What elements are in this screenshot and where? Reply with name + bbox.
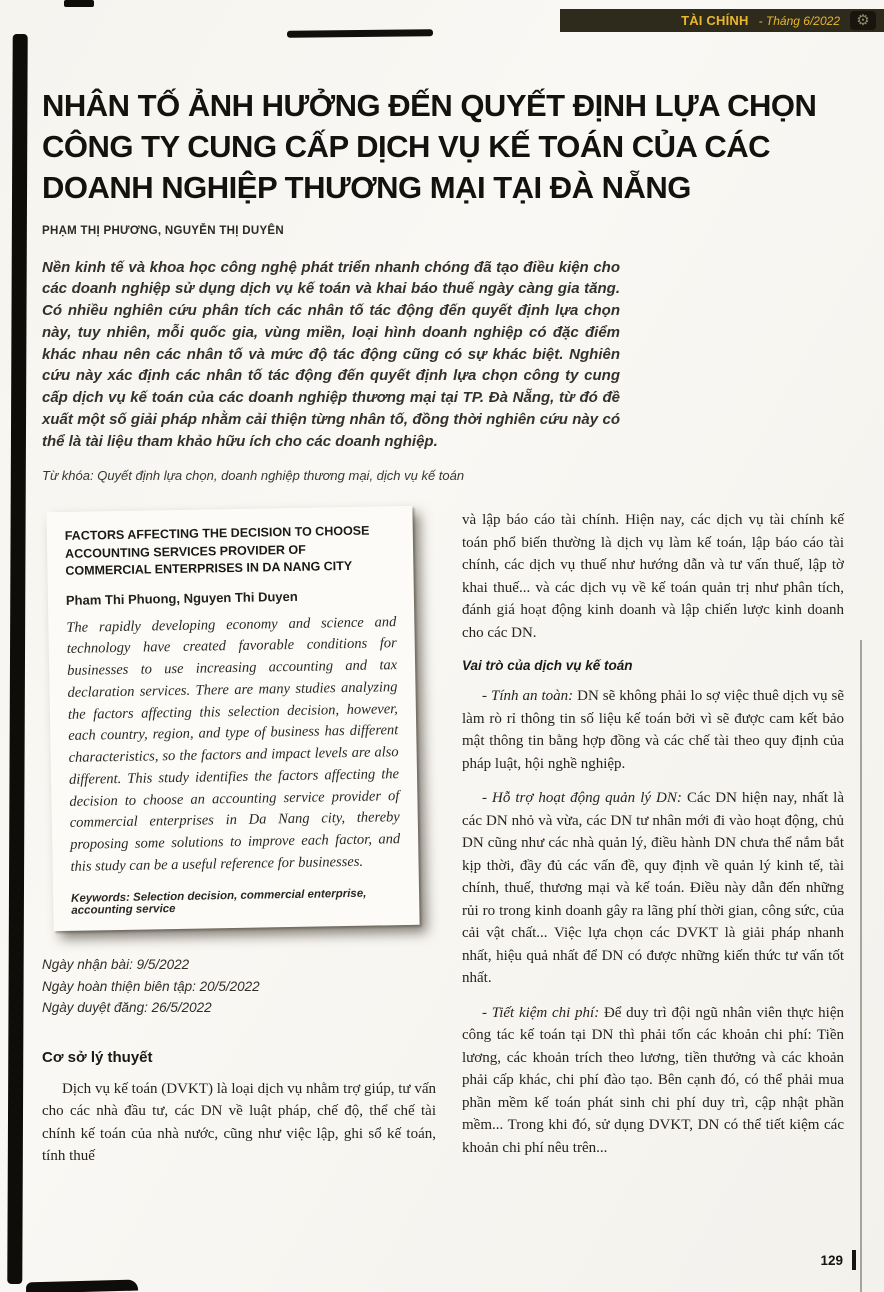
journal-issue: - Tháng 6/2022 [758, 13, 840, 28]
date-revised: Ngày hoàn thiện biên tập: 20/5/2022 [42, 978, 260, 994]
bullet-text: Các DN hiện nay, nhất là các DN nhỏ và vừa, các DN tư nhân mới đi vào hoạt động, chủ DN cũng như các nhà quản lý, điều hành DN chưa thể nắm bắt kịp thời, đầy đủ các vấn đề, quy định về quản lý kinh tế, tài chính, thuế, thương mại và kế toán. Điều này dẫn đến những rủi ro trong kinh doanh gây ra lãng phí thời gian, công sức, của cải vật chất... Việc lựa chọn các DVKT là giải pháp nhanh nhất, hiệu quả nhất để DN có được những kiến thức tư vấn tốt nhất. [462, 790, 844, 987]
right-column [462, 509, 844, 1167]
bullet-text: Để duy trì đội ngũ nhân viên thực hiện công tác kế toán tại DN thì phải tốn các khoản chi phí: Tiền lương, các khoản trích theo lương, tiền thưởng và các khoản phải cấp khác, chi phí đào tạo. Bên cạnh đó, có thể phải mua phần mềm kế toán phát sinh chi phí duy trì, cập nhật phần mềm... Trong khi đó, sử dụng DVKT, DN có thể tiết kiệm các khoản chi phí nêu trên... [462, 1004, 845, 1156]
english-abstract: The rapidly developing economy and science and technology have created favorable conditions for businesses to use increasing accounting and tax declaration services. There are many studies analyzing the factors affecting this selection decision, however, each country, region, and type of business has different characteristics, so the factors and impact levels are also different. This study identifies the factors affecting the decision to choose an accounting service provider of commercial enterprises in Da Nang city, thereby proposing some solutions to improve each factor, and this study can be a useful reference for businesses. [66, 614, 401, 876]
journal-header-bar [560, 9, 884, 32]
bullet-lead: - Hỗ trợ hoạt động quản lý DN: [482, 790, 682, 807]
left-column [42, 509, 436, 1167]
article-content [42, 86, 844, 1168]
gear-icon: ⚙ [856, 12, 870, 29]
scan-artifact-top-mark [64, 0, 94, 7]
page-number: 129 [820, 1252, 843, 1268]
english-authors: Pham Thi Phuong, Nguyen Thi Duyen [65, 588, 298, 608]
bullet-paragraph [462, 1002, 844, 1160]
two-column-layout [42, 509, 844, 1167]
scan-artifact-bottom-mark [26, 1280, 138, 1292]
editorial-dates [42, 954, 436, 1019]
bullet-lead: - Tiết kiệm chi phí: [482, 1004, 600, 1021]
scan-artifact-left-edge [7, 34, 27, 1284]
scan-artifact-top-line [287, 29, 433, 38]
journal-name: TÀI CHÍNH [681, 13, 749, 28]
body-paragraph: Dịch vụ kế toán (DVKT) là loại dịch vụ nhằm trợ giúp, tư vấn cho các nhà đầu tư, các DN về luật pháp, chế độ, thể chế tài chính kế toán của nhà nước, cũng như việc lập, ghi sổ kế toán, tính thuế [42, 1080, 436, 1165]
bullet-paragraph [462, 685, 844, 775]
gear-badge [850, 11, 876, 30]
section-heading-theory: Cơ sở lý thuyết [42, 1048, 153, 1066]
page-number-bar [852, 1250, 856, 1270]
subheading-role-of-services: Vai trò của dịch vụ kế toán [462, 658, 633, 674]
keywords-vietnamese: Từ khóa: Quyết định lựa chọn, doanh nghiệp thương mại, dịch vụ kế toán [42, 468, 465, 484]
article-authors: PHẠM THỊ PHƯƠNG, NGUYỄN THỊ DUYÊN [42, 224, 285, 237]
body-paragraph: và lập báo cáo tài chính. Hiện nay, các dịch vụ tài chính kế toán phổ biến thường là dịch vụ làm kế toán, lập báo cáo tài chính, các dịch vụ thuế như hướng dẫn và tư vấn thuế, lập tờ khai thuế... và các dịch vụ về kế toán quản trị như phân tích, đánh giá hoạt động kinh doanh và lập chiến lược kinh doanh cho các DN. [462, 512, 844, 641]
article-title: NHÂN TỐ ẢNH HƯỞNG ĐẾN QUYẾT ĐỊNH LỰA CHỌN CÔNG TY CUNG CẤP DỊCH VỤ KẾ TOÁN CỦA CÁC DOANH NGHIỆP THƯƠNG MẠI TẠI ĐÀ NẴNG [42, 88, 817, 205]
english-abstract-box [46, 506, 419, 931]
scan-artifact-right-edge [860, 640, 862, 1292]
date-accepted: Ngày duyệt đăng: 26/5/2022 [42, 1000, 212, 1016]
page-number-block [820, 1250, 856, 1270]
date-received: Ngày nhận bài: 9/5/2022 [42, 956, 190, 972]
english-title: FACTORS AFFECTING THE DECISION TO CHOOSE ACCOUNTING SERVICES PROVIDER OF COMMERCIAL ENTERPRISES IN DA NANG CITY [64, 524, 370, 579]
bullet-text: DN sẽ không phải lo sợ việc thuê dịch vụ sẽ làm rò rỉ thông tin số liệu kế toán bởi vì sẽ được cam kết bảo mật thông tin bằng hợp đồng và các chế tài theo quy định của pháp luật, hội nghề nghiệp. [462, 688, 844, 772]
bullet-lead: - Tính an toàn: [482, 688, 574, 705]
abstract-vietnamese: Nền kinh tế và khoa học công nghệ phát triển nhanh chóng đã tạo điều kiện cho các doanh nghiệp sử dụng dịch vụ kế toán và khai báo thuế ngày càng gia tăng. Có nhiều nghiên cứu phân tích các nhân tố tác động đến quyết định lựa chọn này, tuy nhiên, mỗi quốc gia, vùng miền, loại hình doanh nghiệp có đặc điểm khác nhau nên các nhân tố và mức độ tác động cũng có sự khác biệt. Nghiên cứu này xác định các nhân tố tác động đến quyết định lựa chọn công ty cung cấp dịch vụ kế toán của các doanh nghiệp thương mại tại TP. Đà Nẵng, từ đó đề xuất một số giải pháp nhằm cải thiện từng nhân tố, đồng thời nghiên cứu này có thể là tài liệu tham khảo hữu ích cho các doanh nghiệp. [42, 258, 620, 450]
english-keywords: Keywords: Selection decision, commercial enterprise, accounting service [71, 887, 367, 917]
bullet-paragraph [462, 787, 844, 990]
